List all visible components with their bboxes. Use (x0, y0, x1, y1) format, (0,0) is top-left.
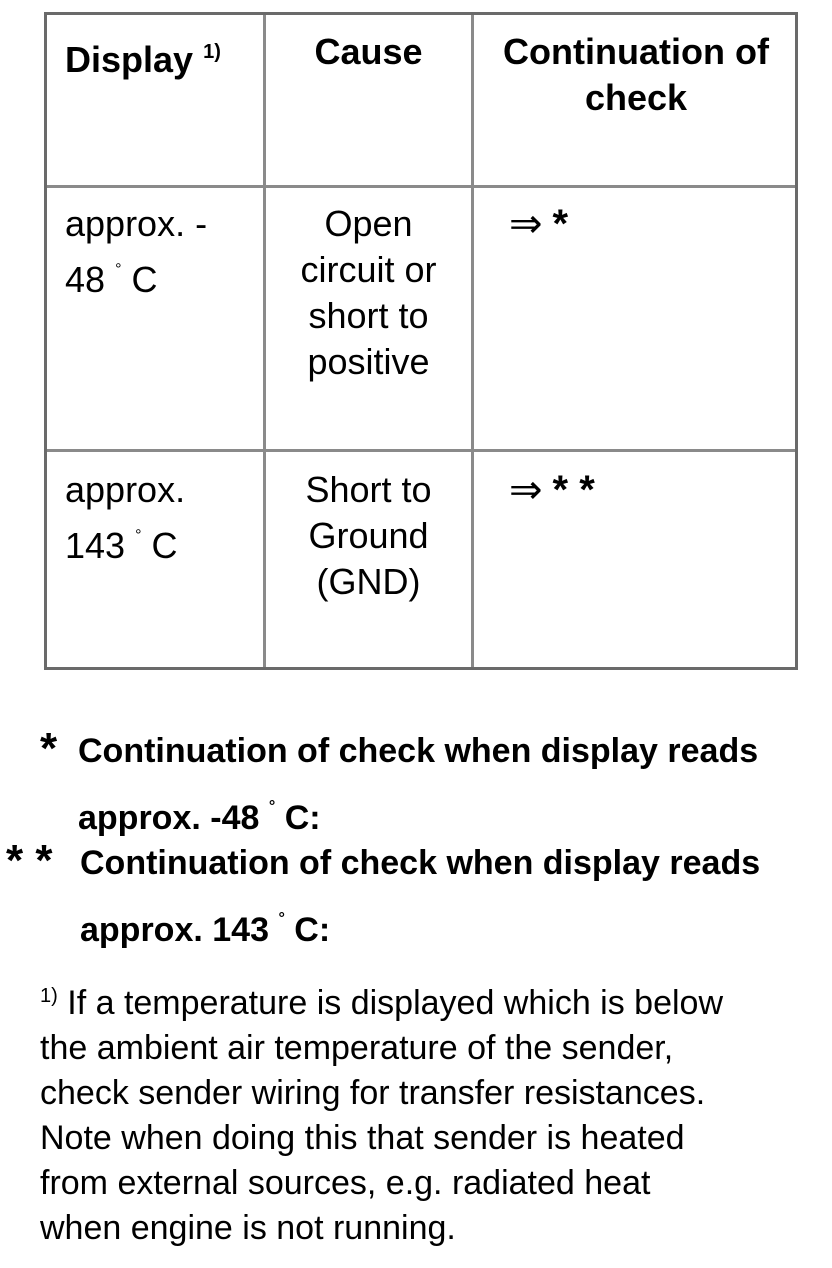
row-1-cause-line: positive (307, 341, 430, 382)
row-2-display (65, 467, 260, 569)
row-1-cause-line: Open (324, 203, 413, 244)
note-2-value: approx. 143 (80, 911, 269, 949)
note-double-asterisk (0, 834, 832, 954)
right-double-arrow-icon: ⇒ (509, 202, 543, 246)
degree-symbol: ° (278, 910, 285, 927)
row-1-cause-line: short to (308, 295, 429, 336)
footnote-line: the ambient air temperature of the sender, (40, 1029, 674, 1067)
row-2-cause (266, 467, 471, 605)
row-1-display (65, 201, 260, 303)
note-2-unit: C: (294, 911, 331, 949)
degree-symbol: ° (268, 798, 276, 815)
note-1-line-1: Continuation of check when display reads (78, 732, 759, 770)
degree-symbol: ° (115, 261, 122, 278)
footnote-line: check sender wiring for transfer resistances. (40, 1074, 706, 1112)
footnote-line-1 (40, 974, 830, 1026)
footnote-line: Note when doing this that sender is heated (40, 1119, 685, 1157)
row-2-cause-line: (GND) (316, 561, 421, 602)
header-display-footnote-ref: 1) (203, 41, 221, 63)
row-2-cause-line: Ground (308, 515, 429, 556)
row-1-display-line-2 (65, 247, 260, 303)
header-display-label: Display (65, 39, 194, 80)
footnote-ref: 1) (40, 985, 58, 1007)
header-display (65, 29, 260, 83)
row-2-display-line-2 (65, 513, 260, 569)
footnote (40, 974, 830, 1251)
asterisk-mark: * (40, 724, 58, 773)
row-2-display-unit: C (151, 525, 178, 566)
row-1-cause-line: circuit or (300, 249, 437, 290)
row-2-continuation-mark: * * (552, 468, 595, 512)
header-continuation: Continuation of check (503, 31, 769, 118)
row-divider (47, 185, 795, 188)
header-cause: Cause (314, 31, 423, 72)
note-1-unit: C: (284, 799, 321, 837)
note-2-line-1: Continuation of check when display reads (80, 844, 761, 882)
row-1-display-unit: C (131, 259, 158, 300)
row-1-display-line-1: approx. - (65, 203, 208, 244)
double-asterisk-mark: * * (6, 836, 53, 885)
row-2-display-value: 143 (65, 525, 126, 566)
footnote-line: when engine is not running. (40, 1209, 456, 1247)
right-double-arrow-icon: ⇒ (509, 468, 543, 512)
footnote-line: from external sources, e.g. radiated heat (40, 1164, 651, 1202)
note-single-asterisk (0, 722, 832, 842)
degree-symbol: ° (135, 527, 142, 544)
row-1-continuation-mark: * (552, 202, 569, 246)
row-2-display-line-1: approx. (65, 469, 186, 510)
row-divider (47, 449, 795, 452)
note-2-line-2 (80, 890, 330, 959)
temperature-check-table (44, 12, 798, 670)
row-2-cause-line: Short to (305, 469, 432, 510)
row-1-cause (266, 201, 471, 385)
row-2-continuation (509, 467, 789, 514)
footnote-text: If a temperature is displayed which is below (67, 984, 724, 1022)
row-1-continuation (509, 201, 789, 248)
note-1-value: approx. -48 (78, 799, 260, 837)
column-divider (471, 15, 474, 667)
row-1-display-value: 48 (65, 259, 106, 300)
